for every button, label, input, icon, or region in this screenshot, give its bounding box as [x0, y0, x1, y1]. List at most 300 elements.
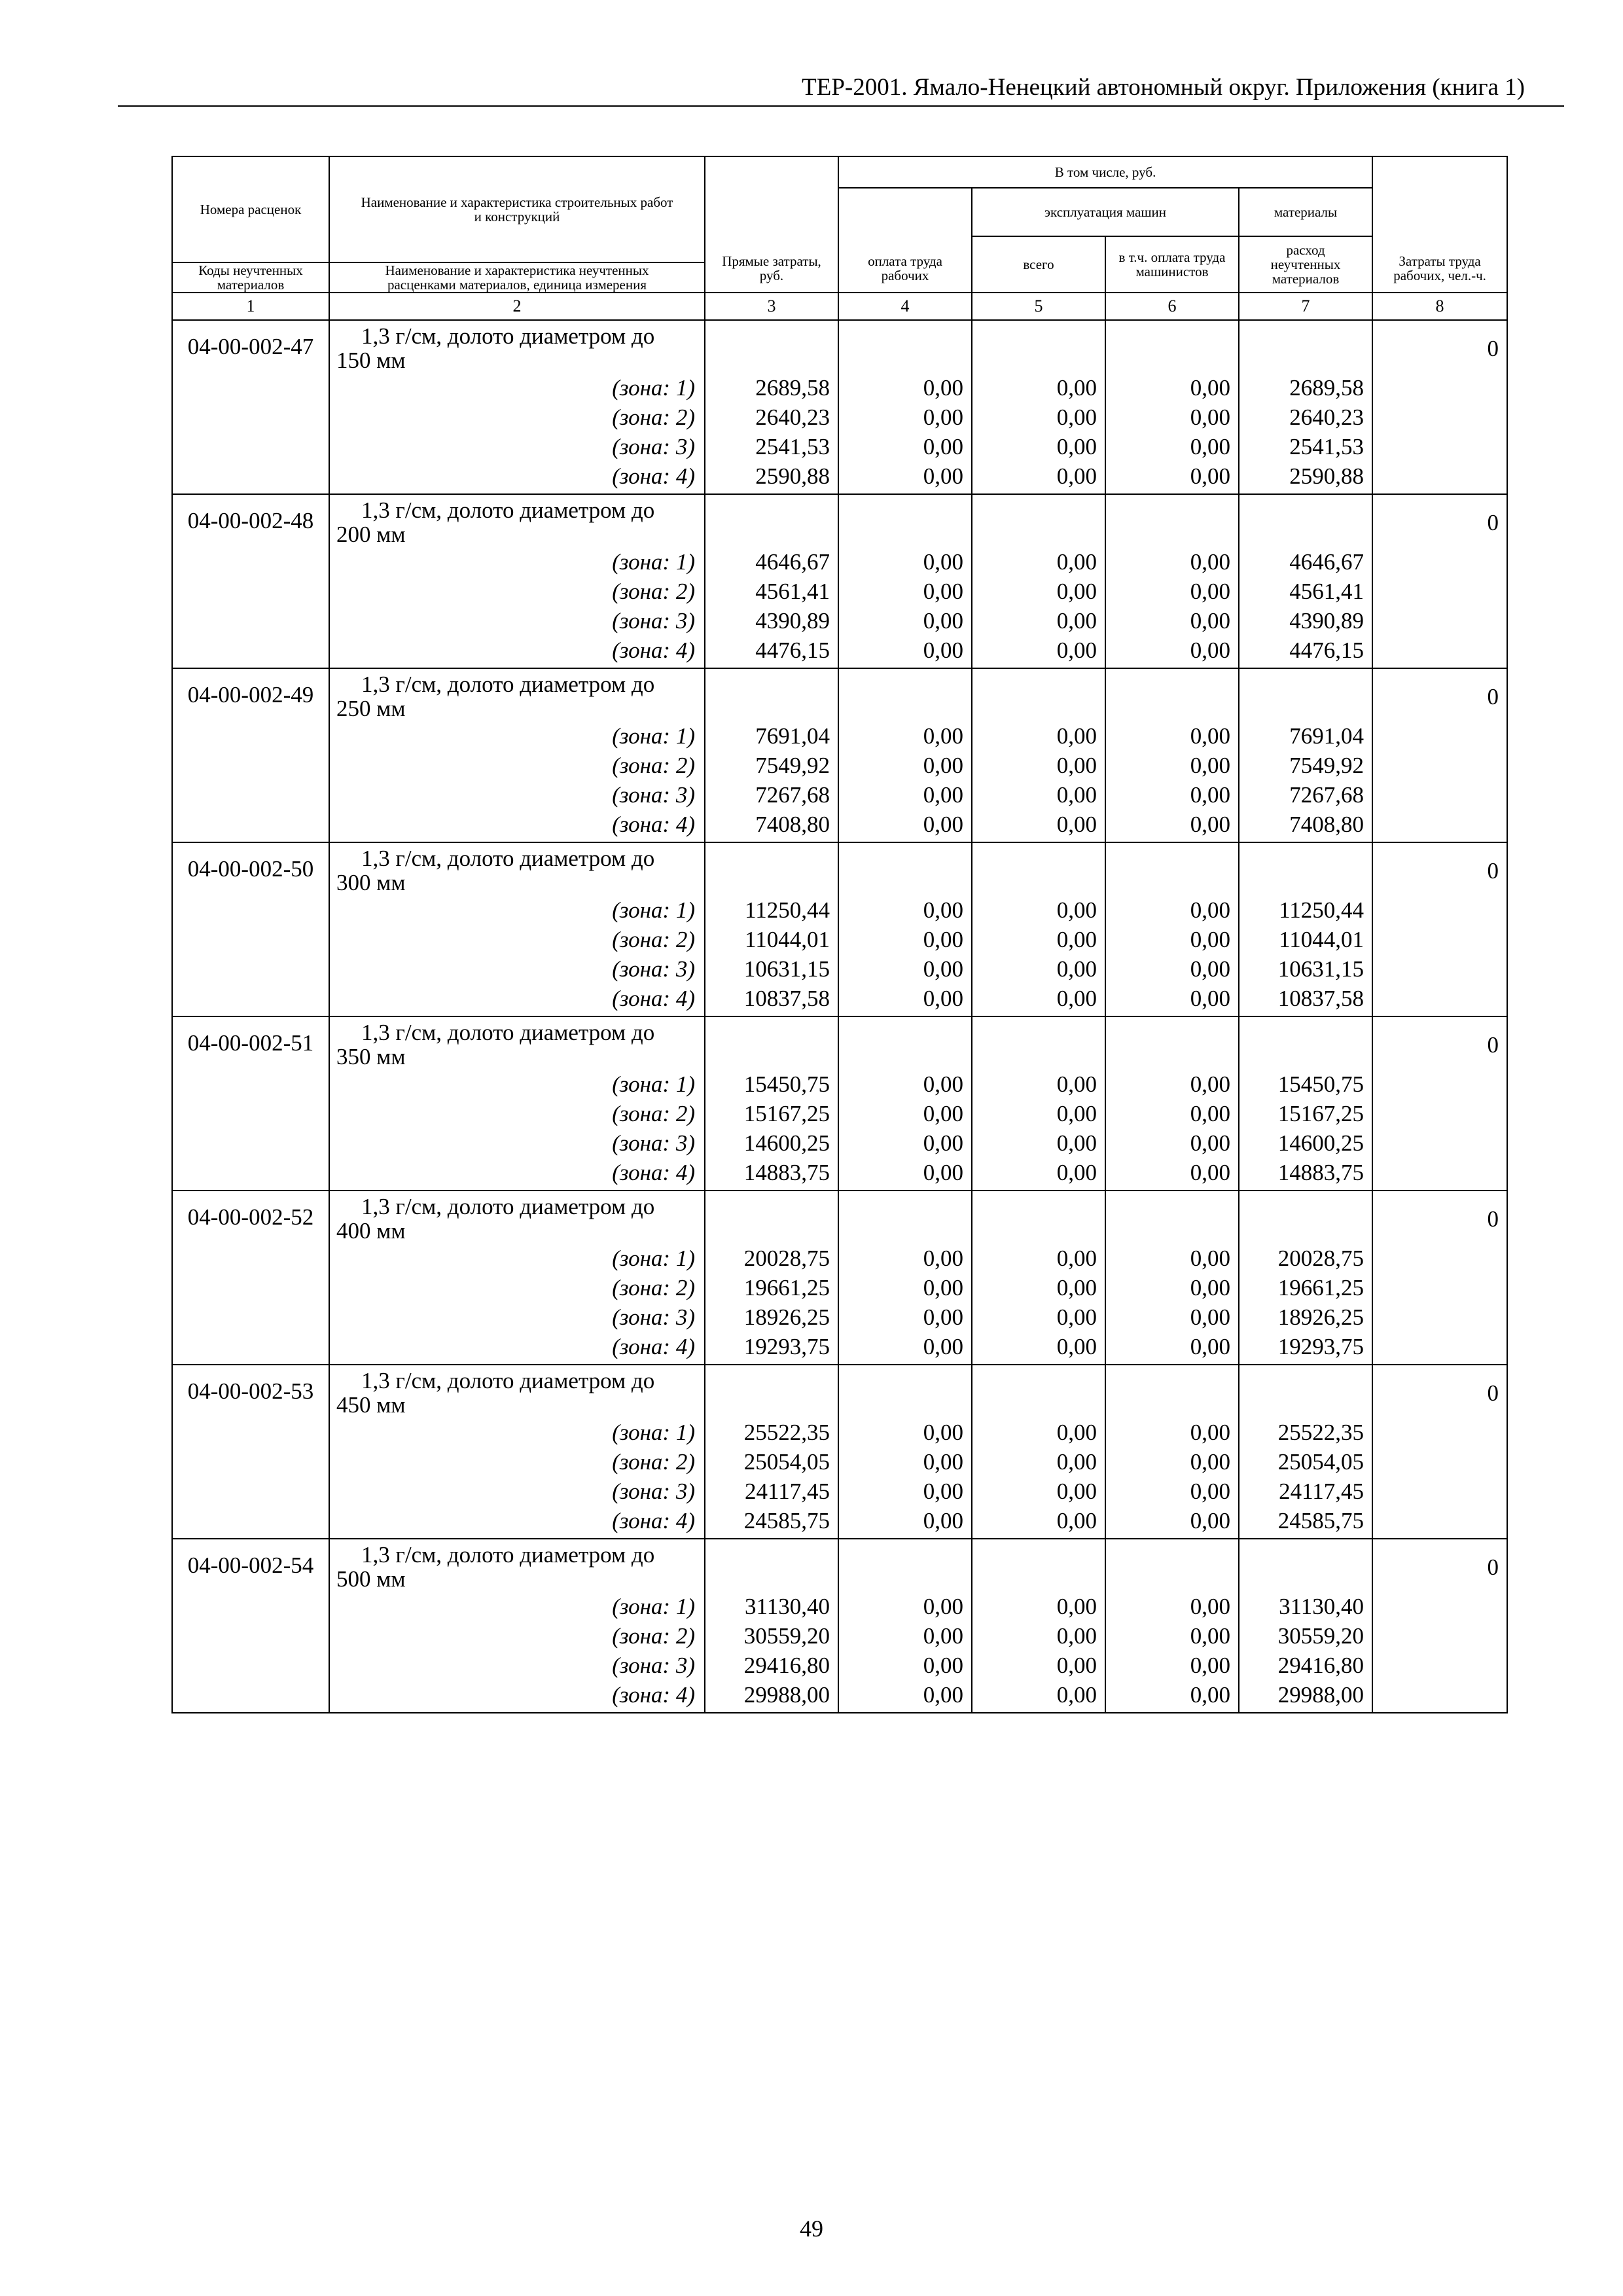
zone-value: 0,00	[923, 1246, 963, 1271]
zone-value: 4646,67	[755, 549, 830, 575]
zone-value: 25054,05	[1277, 1449, 1364, 1475]
description-cell	[329, 320, 705, 494]
zone-value: 29988,00	[743, 1682, 830, 1708]
labor-pay-cell	[838, 842, 972, 1016]
zone-value: 0,00	[1190, 579, 1230, 604]
spacer	[1240, 669, 1372, 721]
zone-value: 0,00	[1190, 1594, 1230, 1619]
zone-value: 0,00	[923, 1508, 963, 1534]
labor-hours-value: 0	[1487, 1206, 1499, 1232]
header-materials: материалы	[1239, 188, 1372, 236]
zone-label: (зона: 3)	[612, 434, 695, 459]
zone-label: (зона: 2)	[612, 927, 695, 952]
spacer	[972, 1365, 1105, 1418]
labor-pay-cell	[838, 1539, 972, 1713]
zone-value: 7549,92	[755, 753, 830, 778]
labor-hours-value: 0	[1487, 1032, 1499, 1058]
zone-value: 7691,04	[755, 723, 830, 749]
zone-value: 0,00	[1056, 1508, 1097, 1534]
machinist-pay-cell	[1105, 1016, 1239, 1191]
zone-value: 0,00	[1190, 404, 1230, 430]
rate-code-cell: 04-00-002-49	[172, 668, 329, 842]
zone-value: 0,00	[923, 434, 963, 459]
zone-value: 0,00	[1056, 1071, 1097, 1097]
rate-code-cell: 04-00-002-54	[172, 1539, 329, 1713]
zone-value: 0,00	[1190, 637, 1230, 663]
zone-value: 0,00	[1190, 463, 1230, 489]
zone-value: 0,00	[1056, 1623, 1097, 1649]
description-line: 1,3 г/см, долото диаметром до	[361, 846, 655, 871]
labor-pay-cell	[838, 668, 972, 842]
zone-label: (зона: 1)	[612, 1594, 695, 1619]
col-number-3: 3	[705, 293, 838, 320]
machine-total-cell	[972, 320, 1105, 494]
header-col5: всего	[972, 236, 1105, 293]
zone-value: 0,00	[1056, 1160, 1097, 1185]
zone-value: 0,00	[1190, 608, 1230, 634]
direct-cost-cell	[705, 1191, 838, 1365]
spacer	[972, 1539, 1105, 1592]
rate-code-cell: 04-00-002-52	[172, 1191, 329, 1365]
materials-cell	[1239, 1191, 1372, 1365]
zone-value: 0,00	[1056, 463, 1097, 489]
zone-value: 0,00	[1190, 1449, 1230, 1475]
zone-label: (зона: 3)	[612, 1653, 695, 1678]
rate-code-cell: 04-00-002-51	[172, 1016, 329, 1191]
machinist-pay-cell	[1105, 320, 1239, 494]
direct-cost-cell	[705, 1539, 838, 1713]
description-line: 1,3 г/см, долото диаметром до	[361, 323, 655, 349]
zone-label: (зона: 1)	[612, 549, 695, 575]
zone-value: 0,00	[923, 1304, 963, 1330]
zone-label: (зона: 3)	[612, 1304, 695, 1330]
spacer	[705, 495, 838, 547]
zone-value: 0,00	[1056, 579, 1097, 604]
zone-value: 0,00	[923, 1160, 963, 1185]
spacer	[1240, 1365, 1372, 1418]
zone-value: 20028,75	[1277, 1246, 1364, 1271]
zone-label: (зона: 2)	[612, 753, 695, 778]
rate-code-cell: 04-00-002-48	[172, 494, 329, 668]
col-number-2: 2	[329, 293, 705, 320]
labor-hours-cell	[1372, 1539, 1507, 1713]
zone-value: 0,00	[1056, 723, 1097, 749]
zone-value: 15450,75	[1277, 1071, 1364, 1097]
header-col6: в т.ч. оплата труда машинистов	[1105, 236, 1239, 293]
zone-value: 0,00	[1056, 1653, 1097, 1678]
zone-value: 25054,05	[743, 1449, 830, 1475]
zone-value: 0,00	[923, 1449, 963, 1475]
machinist-pay-cell	[1105, 1539, 1239, 1713]
zone-value: 0,00	[1190, 753, 1230, 778]
running-header: ТЕР-2001. Ямало-Ненецкий автономный округ. Приложения (книга 1)	[802, 74, 1525, 101]
spacer	[839, 1365, 971, 1418]
labor-hours-value: 0	[1487, 1380, 1499, 1406]
zone-value: 0,00	[1056, 1420, 1097, 1445]
spacer	[972, 843, 1105, 895]
zone-value: 0,00	[1190, 927, 1230, 952]
zone-value: 31130,40	[1279, 1594, 1364, 1619]
spacer	[839, 1539, 971, 1592]
spacer	[972, 1017, 1105, 1069]
materials-cell	[1239, 1365, 1372, 1539]
description-line: 300 мм	[336, 871, 406, 895]
description-line: 250 мм	[336, 697, 406, 721]
zone-value: 0,00	[1056, 1479, 1097, 1504]
zone-value: 0,00	[923, 723, 963, 749]
header-col7: расход неучтенных материалов	[1239, 236, 1372, 293]
zone-value: 7691,04	[1289, 723, 1364, 749]
machinist-pay-cell	[1105, 1191, 1239, 1365]
table-row	[172, 494, 1507, 668]
zone-value: 2541,53	[1289, 434, 1364, 459]
zone-value: 0,00	[1056, 1246, 1097, 1271]
zone-value: 0,00	[923, 1682, 963, 1708]
zone-value: 0,00	[1056, 1682, 1097, 1708]
zone-value: 0,00	[923, 404, 963, 430]
spacer	[705, 843, 838, 895]
direct-cost-cell	[705, 668, 838, 842]
spacer	[1240, 1017, 1372, 1069]
zone-label: (зона: 2)	[612, 579, 695, 604]
zone-value: 14600,25	[743, 1130, 830, 1156]
zone-value: 15450,75	[743, 1071, 830, 1097]
spacer	[1106, 669, 1238, 721]
description-line: 1,3 г/см, долото диаметром до	[361, 1020, 655, 1045]
zone-value: 0,00	[1190, 375, 1230, 401]
labor-pay-cell	[838, 1191, 972, 1365]
zone-value: 19661,25	[743, 1275, 830, 1300]
zone-value: 0,00	[923, 1479, 963, 1504]
zone-value: 0,00	[1056, 1594, 1097, 1619]
zone-value: 0,00	[1056, 549, 1097, 575]
spacer	[1240, 321, 1372, 373]
zone-value: 0,00	[1056, 375, 1097, 401]
labor-pay-cell	[838, 1016, 972, 1191]
description-cell	[329, 1191, 705, 1365]
zone-value: 11044,01	[1279, 927, 1364, 952]
labor-hours-value: 0	[1487, 684, 1499, 709]
zone-value: 7267,68	[755, 782, 830, 808]
description-line: 400 мм	[336, 1219, 406, 1244]
col-number-8: 8	[1372, 293, 1507, 320]
spacer	[839, 669, 971, 721]
machine-total-cell	[972, 1016, 1105, 1191]
zone-value: 0,00	[1190, 1275, 1230, 1300]
zone-label: (зона: 4)	[612, 1334, 695, 1359]
machine-total-cell	[972, 842, 1105, 1016]
zone-value: 2640,23	[755, 404, 830, 430]
zone-value: 0,00	[1056, 812, 1097, 837]
zone-value: 14883,75	[743, 1160, 830, 1185]
zone-value: 0,00	[1190, 1623, 1230, 1649]
zone-value: 0,00	[1190, 812, 1230, 837]
zone-value: 29416,80	[1277, 1653, 1364, 1678]
description-line: 350 мм	[336, 1045, 406, 1069]
table-row	[172, 320, 1507, 494]
zone-value: 4561,41	[1289, 579, 1364, 604]
zone-value: 0,00	[1190, 1682, 1230, 1708]
header-machines: эксплуатация машин	[972, 188, 1239, 236]
zone-value: 19293,75	[1277, 1334, 1364, 1359]
zone-value: 4390,89	[755, 608, 830, 634]
description-line: 450 мм	[336, 1393, 406, 1418]
zone-value: 2541,53	[755, 434, 830, 459]
zone-value: 0,00	[1056, 1304, 1097, 1330]
spacer	[839, 1191, 971, 1244]
spacer	[1106, 843, 1238, 895]
zone-value: 19293,75	[743, 1334, 830, 1359]
zone-value: 7549,92	[1289, 753, 1364, 778]
zone-value: 19661,25	[1277, 1275, 1364, 1300]
spacer	[705, 1017, 838, 1069]
materials-cell	[1239, 494, 1372, 668]
zone-value: 18926,25	[743, 1304, 830, 1330]
zone-label: (зона: 4)	[612, 463, 695, 489]
table-row	[172, 1539, 1507, 1713]
zone-value: 0,00	[923, 637, 963, 663]
zone-value: 10837,58	[1277, 986, 1364, 1011]
zone-value: 15167,25	[1277, 1101, 1364, 1126]
zone-value: 0,00	[923, 549, 963, 575]
zone-value: 0,00	[1056, 1101, 1097, 1126]
zone-value: 7408,80	[755, 812, 830, 837]
zone-label: (зона: 1)	[612, 897, 695, 923]
labor-hours-value: 0	[1487, 510, 1499, 535]
zone-value: 10837,58	[743, 986, 830, 1011]
zone-value: 0,00	[1190, 1653, 1230, 1678]
description-line: 1,3 г/см, долото диаметром до	[361, 1368, 655, 1393]
machinist-pay-cell	[1105, 494, 1239, 668]
zone-value: 0,00	[1190, 1101, 1230, 1126]
zone-value: 2689,58	[755, 375, 830, 401]
zone-value: 0,00	[923, 986, 963, 1011]
zone-value: 18926,25	[1277, 1304, 1364, 1330]
machine-total-cell	[972, 1191, 1105, 1365]
description-cell	[329, 1365, 705, 1539]
zone-label: (зона: 4)	[612, 986, 695, 1011]
zone-value: 0,00	[1056, 753, 1097, 778]
zone-value: 0,00	[1190, 434, 1230, 459]
spacer	[705, 1539, 838, 1592]
labor-hours-value: 0	[1487, 1554, 1499, 1580]
labor-pay-cell	[838, 494, 972, 668]
zone-value: 0,00	[1190, 1479, 1230, 1504]
zone-value: 11250,44	[745, 897, 830, 923]
zone-value: 0,00	[923, 1275, 963, 1300]
zone-value: 0,00	[923, 375, 963, 401]
zone-value: 0,00	[1190, 1304, 1230, 1330]
zone-label: (зона: 3)	[612, 1479, 695, 1504]
zone-value: 0,00	[923, 956, 963, 982]
zone-value: 0,00	[1190, 897, 1230, 923]
materials-cell	[1239, 1016, 1372, 1191]
description-line: 1,3 г/см, долото диаметром до	[361, 672, 655, 697]
zone-value: 0,00	[1190, 1130, 1230, 1156]
zone-value: 4561,41	[755, 579, 830, 604]
zone-value: 2590,88	[1289, 463, 1364, 489]
zone-value: 4476,15	[1289, 637, 1364, 663]
zone-value: 11250,44	[1279, 897, 1364, 923]
zone-value: 2640,23	[1289, 404, 1364, 430]
zone-value: 0,00	[923, 1101, 963, 1126]
labor-hours-cell	[1372, 842, 1507, 1016]
zone-label: (зона: 4)	[612, 1160, 695, 1185]
zone-value: 0,00	[1056, 956, 1097, 982]
rate-code-cell: 04-00-002-53	[172, 1365, 329, 1539]
zone-value: 4646,67	[1289, 549, 1364, 575]
zone-label: (зона: 4)	[612, 1508, 695, 1534]
zone-value: 0,00	[1056, 782, 1097, 808]
description-line: 150 мм	[336, 349, 406, 373]
zone-label: (зона: 4)	[612, 812, 695, 837]
zone-value: 0,00	[923, 1071, 963, 1097]
labor-hours-cell	[1372, 494, 1507, 668]
description-line: 200 мм	[336, 523, 406, 547]
machine-total-cell	[972, 668, 1105, 842]
zone-value: 0,00	[1190, 1508, 1230, 1534]
machinist-pay-cell	[1105, 1365, 1239, 1539]
spacer	[1240, 1191, 1372, 1244]
machine-total-cell	[972, 1365, 1105, 1539]
materials-cell	[1239, 1539, 1372, 1713]
zone-label: (зона: 4)	[612, 637, 695, 663]
direct-cost-cell	[705, 320, 838, 494]
zone-value: 25522,35	[1277, 1420, 1364, 1445]
spacer	[839, 843, 971, 895]
zone-label: (зона: 1)	[612, 1420, 695, 1445]
description-line: 1,3 г/см, долото диаметром до	[361, 1194, 655, 1219]
zone-value: 10631,15	[1277, 956, 1364, 982]
materials-cell	[1239, 320, 1372, 494]
zone-label: (зона: 1)	[612, 723, 695, 749]
description-cell	[329, 1539, 705, 1713]
zone-label: (зона: 2)	[612, 1275, 695, 1300]
spacer	[1106, 495, 1238, 547]
header-group: В том числе, руб.	[838, 156, 1372, 188]
header-col2-top: Наименование и характеристика строительных работ и конструкций	[329, 156, 705, 262]
zone-value: 0,00	[923, 753, 963, 778]
zone-value: 0,00	[1190, 723, 1230, 749]
header-col3: Прямые затраты, руб.	[705, 156, 838, 293]
col-number-5: 5	[972, 293, 1105, 320]
zone-value: 14600,25	[1277, 1130, 1364, 1156]
zone-value: 0,00	[1190, 1160, 1230, 1185]
zone-value: 0,00	[1056, 1130, 1097, 1156]
spacer	[972, 321, 1105, 373]
zone-value: 15167,25	[743, 1101, 830, 1126]
header-col2-bottom: Наименование и характеристика неучтенных расценками материалов, единица измерения	[329, 262, 705, 293]
zone-label: (зона: 3)	[612, 782, 695, 808]
header-col1-bottom: Коды неучтенных материалов	[172, 262, 329, 293]
direct-cost-cell	[705, 1365, 838, 1539]
table-row	[172, 1191, 1507, 1365]
table-row	[172, 842, 1507, 1016]
col-number-6: 6	[1105, 293, 1239, 320]
zone-value: 0,00	[1190, 782, 1230, 808]
spacer	[972, 495, 1105, 547]
labor-hours-value: 0	[1487, 336, 1499, 361]
zone-value: 0,00	[1056, 434, 1097, 459]
spacer	[1106, 321, 1238, 373]
zone-value: 24117,45	[1279, 1479, 1364, 1504]
zone-value: 0,00	[1056, 637, 1097, 663]
zone-value: 0,00	[923, 812, 963, 837]
materials-cell	[1239, 668, 1372, 842]
machine-total-cell	[972, 494, 1105, 668]
spacer	[1106, 1539, 1238, 1592]
zone-value: 2689,58	[1289, 375, 1364, 401]
labor-hours-cell	[1372, 1365, 1507, 1539]
zone-value: 14883,75	[1277, 1160, 1364, 1185]
zone-value: 11044,01	[745, 927, 830, 952]
zone-value: 10631,15	[743, 956, 830, 982]
zone-value: 29416,80	[743, 1653, 830, 1678]
spacer	[839, 495, 971, 547]
zone-label: (зона: 4)	[612, 1682, 695, 1708]
zone-value: 0,00	[1190, 956, 1230, 982]
zone-value: 0,00	[1056, 608, 1097, 634]
col-number-7: 7	[1239, 293, 1372, 320]
description-line: 500 мм	[336, 1568, 406, 1592]
zone-value: 0,00	[923, 579, 963, 604]
zone-label: (зона: 3)	[612, 608, 695, 634]
zone-value: 0,00	[923, 1420, 963, 1445]
labor-hours-cell	[1372, 1016, 1507, 1191]
col-number-1: 1	[172, 293, 329, 320]
table-row	[172, 1365, 1507, 1539]
zone-value: 20028,75	[743, 1246, 830, 1271]
zone-label: (зона: 2)	[612, 1623, 695, 1649]
zone-value: 0,00	[923, 1334, 963, 1359]
zone-value: 0,00	[923, 1594, 963, 1619]
table-row	[172, 1016, 1507, 1191]
spacer	[1240, 1539, 1372, 1592]
zone-value: 0,00	[923, 608, 963, 634]
description-line: 1,3 г/см, долото диаметром до	[361, 497, 655, 523]
zone-value: 0,00	[1190, 1246, 1230, 1271]
spacer	[705, 321, 838, 373]
zone-value: 24585,75	[743, 1508, 830, 1534]
zone-value: 24585,75	[1277, 1508, 1364, 1534]
machinist-pay-cell	[1105, 668, 1239, 842]
spacer	[1106, 1191, 1238, 1244]
zone-label: (зона: 3)	[612, 1130, 695, 1156]
zone-label: (зона: 2)	[612, 404, 695, 430]
zone-value: 0,00	[1190, 549, 1230, 575]
col-number-4: 4	[838, 293, 972, 320]
header-col8: Затраты труда рабочих, чел.-ч.	[1372, 156, 1507, 293]
description-cell	[329, 1016, 705, 1191]
labor-pay-cell	[838, 1365, 972, 1539]
zone-value: 0,00	[923, 927, 963, 952]
zone-value: 0,00	[1056, 1449, 1097, 1475]
zone-label: (зона: 1)	[612, 1246, 695, 1271]
zone-value: 0,00	[1190, 986, 1230, 1011]
spacer	[1240, 495, 1372, 547]
zone-value: 0,00	[1190, 1334, 1230, 1359]
zone-value: 0,00	[1056, 986, 1097, 1011]
zone-value: 0,00	[1056, 1334, 1097, 1359]
zone-label: (зона: 2)	[612, 1101, 695, 1126]
labor-hours-cell	[1372, 320, 1507, 494]
zone-value: 24117,45	[745, 1479, 830, 1504]
labor-hours-cell	[1372, 668, 1507, 842]
zone-value: 30559,20	[743, 1623, 830, 1649]
zone-value: 7267,68	[1289, 782, 1364, 808]
description-line: 1,3 г/см, долото диаметром до	[361, 1542, 655, 1568]
spacer	[705, 669, 838, 721]
